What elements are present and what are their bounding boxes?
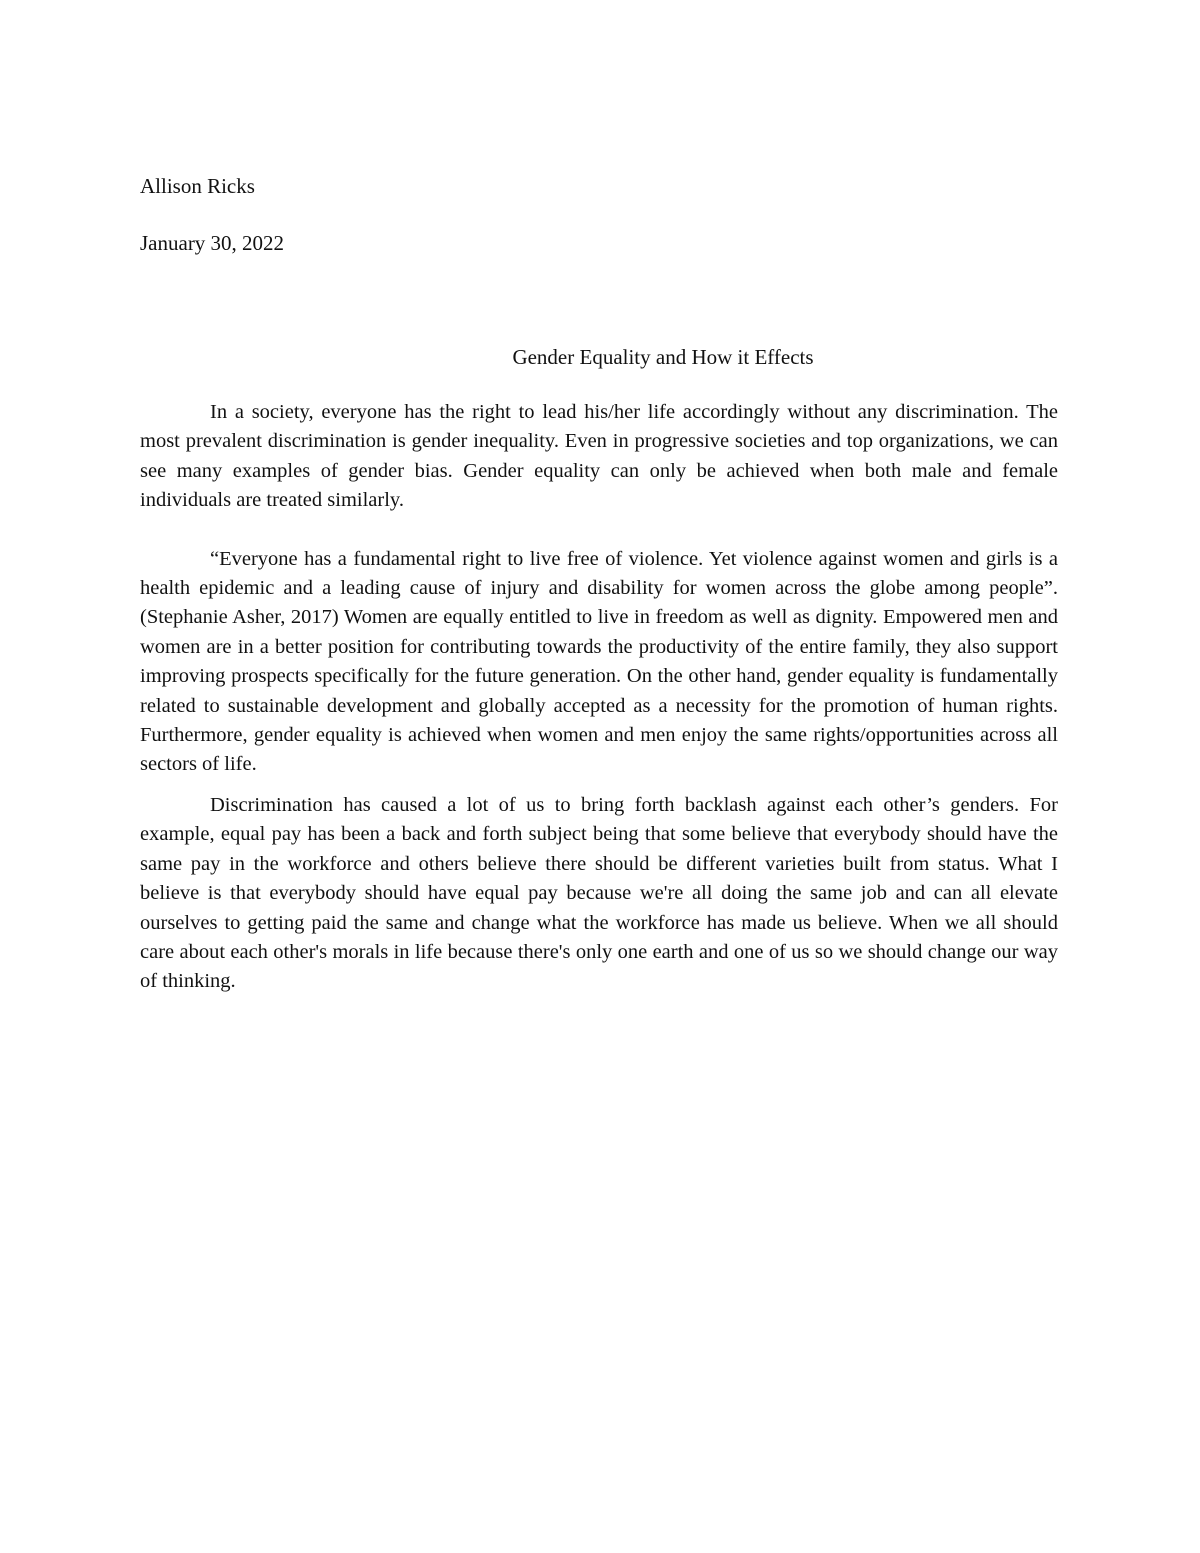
essay-title: Gender Equality and How it Effects [512,345,814,369]
paragraph-2: “Everyone has a fundamental right to live free of violence. Yet violence against women and girls is a health epidemic and a leading cause of injury and disability for women across the globe among people”. (Stephanie Asher, 2017) Women are equally entitled to live in freedom as well as dignity. Empowered men and women are in a better position for contributing towards the productivity of the entire family, they also support improving prospects specifically for the future generation. On the other hand, gender equality is fundamentally related to sustainable development and globally accepted as a necessity for the promotion of human rights. Furthermore, gender equality is achieved when women and men enjoy the same rights/opportunities across all sectors of life. [140,547,1058,776]
paragraph-3: Discrimination has caused a lot of us to bring forth backlash against each other’s genders. For example, equal pay has been a back and forth subject being that some believe that everybody should have the same pay in the workforce and others believe there should be different varieties built from status. What I believe is that everybody should have equal pay because we're all doing the same job and can all elevate ourselves to getting paid the same and change what the workforce has made us believe. When we all should care about each other's morals in life because there's only one earth and one of us so we should change our way of thinking. [140,793,1058,993]
paragraph-1: In a society, everyone has the right to lead his/her life accordingly without any discrimination. The most prevalent discrimination is gender inequality. Even in progressive societies and top organizations, we can see many examples of gender bias. Gender equality can only be achieved when both male and female individuals are treated similarly. [140,401,1058,512]
author-name: Allison Ricks [140,174,255,198]
essay-body [140,398,1058,997]
document-date: January 30, 2022 [140,231,285,255]
